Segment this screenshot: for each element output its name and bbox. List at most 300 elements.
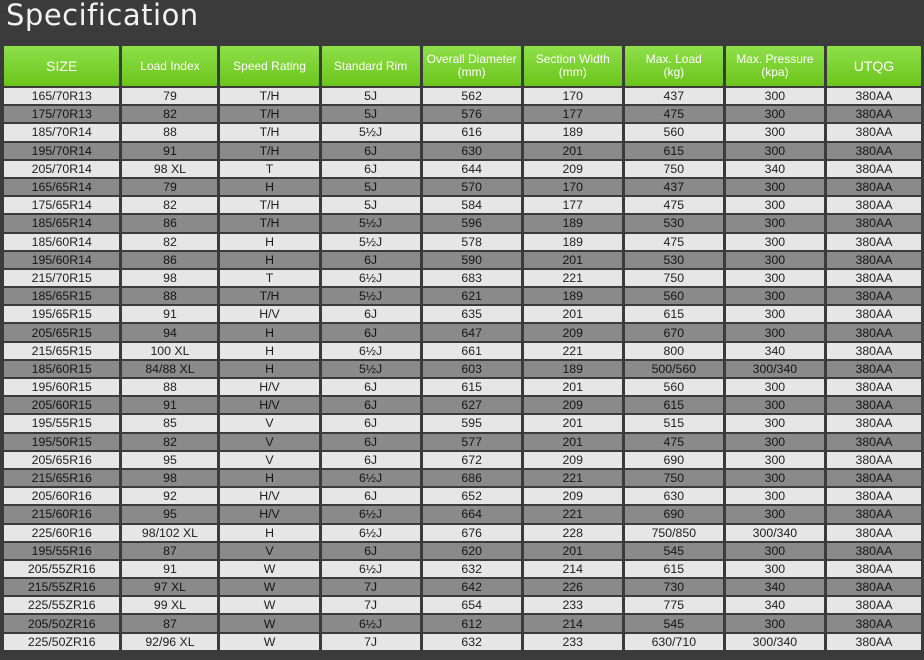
- cell-overall-diameter: 661: [423, 343, 521, 359]
- cell-utqg: 380AA: [827, 379, 921, 395]
- table-row: [4, 288, 921, 304]
- cell-overall-diameter: 603: [423, 361, 521, 377]
- cell-overall-diameter: 576: [423, 106, 521, 122]
- cell-section-width: 201: [524, 143, 622, 159]
- cell-standard-rim: 5½J: [322, 124, 420, 140]
- cell-section-width: 233: [524, 634, 622, 650]
- cell-overall-diameter: 654: [423, 597, 521, 613]
- table-row: [4, 197, 921, 213]
- cell-max-load: 750: [625, 270, 723, 286]
- cell-overall-diameter: 612: [423, 615, 521, 631]
- cell-section-width: 201: [524, 415, 622, 431]
- cell-standard-rim: 6J: [322, 397, 420, 413]
- cell-utqg: 380AA: [827, 324, 921, 340]
- cell-max-load: 750: [625, 161, 723, 177]
- page-title: Specification: [6, 0, 199, 32]
- cell-max-pressure: 300: [726, 215, 824, 231]
- cell-max-load: 615: [625, 306, 723, 322]
- header-section-width: Section Width (mm): [524, 46, 622, 86]
- cell-section-width: 214: [524, 561, 622, 577]
- header-utqg: UTQG: [827, 46, 921, 86]
- cell-speed-rating: T/H: [220, 143, 318, 159]
- cell-utqg: 380AA: [827, 579, 921, 595]
- cell-size: 205/55ZR16: [4, 561, 119, 577]
- cell-load-index: 87: [122, 615, 217, 631]
- cell-load-index: 87: [122, 543, 217, 559]
- cell-standard-rim: 5½J: [322, 288, 420, 304]
- cell-max-load: 750/850: [625, 525, 723, 541]
- cell-size: 205/60R15: [4, 397, 119, 413]
- cell-speed-rating: H/V: [220, 397, 318, 413]
- cell-standard-rim: 5½J: [322, 361, 420, 377]
- cell-size: 195/65R15: [4, 306, 119, 322]
- cell-section-width: 201: [524, 543, 622, 559]
- cell-max-pressure: 300: [726, 324, 824, 340]
- cell-max-load: 530: [625, 252, 723, 268]
- cell-max-pressure: 300: [726, 88, 824, 104]
- cell-speed-rating: H/V: [220, 379, 318, 395]
- cell-speed-rating: H: [220, 525, 318, 541]
- cell-standard-rim: 6½J: [322, 270, 420, 286]
- header-max-load: Max. Load (kg): [625, 46, 723, 86]
- cell-size: 185/65R14: [4, 215, 119, 231]
- cell-standard-rim: 5J: [322, 179, 420, 195]
- cell-section-width: 201: [524, 252, 622, 268]
- cell-section-width: 221: [524, 506, 622, 522]
- cell-max-pressure: 300/340: [726, 634, 824, 650]
- cell-overall-diameter: 676: [423, 525, 521, 541]
- cell-standard-rim: 6J: [322, 434, 420, 450]
- cell-section-width: 189: [524, 288, 622, 304]
- cell-utqg: 380AA: [827, 306, 921, 322]
- cell-load-index: 88: [122, 124, 217, 140]
- cell-utqg: 380AA: [827, 197, 921, 213]
- cell-size: 205/65R15: [4, 324, 119, 340]
- cell-utqg: 380AA: [827, 470, 921, 486]
- specification-table: [1, 44, 924, 652]
- cell-speed-rating: T/H: [220, 88, 318, 104]
- cell-load-index: 82: [122, 234, 217, 250]
- cell-size: 195/55R16: [4, 543, 119, 559]
- cell-section-width: 189: [524, 234, 622, 250]
- cell-load-index: 82: [122, 434, 217, 450]
- cell-max-pressure: 300/340: [726, 525, 824, 541]
- cell-section-width: 170: [524, 88, 622, 104]
- cell-standard-rim: 6J: [322, 324, 420, 340]
- cell-overall-diameter: 595: [423, 415, 521, 431]
- cell-utqg: 380AA: [827, 434, 921, 450]
- cell-speed-rating: H: [220, 343, 318, 359]
- cell-standard-rim: 7J: [322, 579, 420, 595]
- cell-max-load: 545: [625, 615, 723, 631]
- cell-size: 205/60R16: [4, 488, 119, 504]
- cell-section-width: 221: [524, 343, 622, 359]
- cell-size: 225/50ZR16: [4, 634, 119, 650]
- table-header-row: [4, 46, 921, 86]
- cell-max-load: 730: [625, 579, 723, 595]
- cell-speed-rating: T: [220, 270, 318, 286]
- table-row: [4, 597, 921, 613]
- cell-max-load: 615: [625, 397, 723, 413]
- cell-max-load: 630/710: [625, 634, 723, 650]
- cell-section-width: 221: [524, 270, 622, 286]
- cell-overall-diameter: 578: [423, 234, 521, 250]
- cell-max-pressure: 300: [726, 488, 824, 504]
- cell-size: 215/70R15: [4, 270, 119, 286]
- cell-utqg: 380AA: [827, 234, 921, 250]
- cell-standard-rim: 6½J: [322, 525, 420, 541]
- cell-standard-rim: 5J: [322, 106, 420, 122]
- cell-section-width: 221: [524, 470, 622, 486]
- cell-overall-diameter: 562: [423, 88, 521, 104]
- cell-max-load: 500/560: [625, 361, 723, 377]
- cell-load-index: 79: [122, 179, 217, 195]
- cell-utqg: 380AA: [827, 143, 921, 159]
- table-row: [4, 234, 921, 250]
- cell-load-index: 97 XL: [122, 579, 217, 595]
- header-speed-rating: Speed Rating: [220, 46, 318, 86]
- cell-utqg: 380AA: [827, 106, 921, 122]
- cell-speed-rating: T/H: [220, 106, 318, 122]
- cell-utqg: 380AA: [827, 488, 921, 504]
- cell-load-index: 91: [122, 561, 217, 577]
- cell-max-pressure: 340: [726, 161, 824, 177]
- table-row: [4, 506, 921, 522]
- cell-overall-diameter: 664: [423, 506, 521, 522]
- cell-standard-rim: 6½J: [322, 561, 420, 577]
- table-row: [4, 361, 921, 377]
- cell-max-pressure: 300: [726, 434, 824, 450]
- table-row: [4, 488, 921, 504]
- cell-max-load: 560: [625, 379, 723, 395]
- cell-load-index: 98: [122, 470, 217, 486]
- cell-max-load: 437: [625, 88, 723, 104]
- cell-speed-rating: V: [220, 434, 318, 450]
- header-standard-rim: Standard Rim: [322, 46, 420, 86]
- cell-size: 195/70R14: [4, 143, 119, 159]
- cell-size: 215/65R15: [4, 343, 119, 359]
- cell-max-load: 437: [625, 179, 723, 195]
- cell-speed-rating: W: [220, 634, 318, 650]
- cell-load-index: 94: [122, 324, 217, 340]
- cell-size: 205/70R14: [4, 161, 119, 177]
- cell-standard-rim: 6½J: [322, 615, 420, 631]
- cell-speed-rating: H: [220, 179, 318, 195]
- cell-load-index: 86: [122, 252, 217, 268]
- cell-size: 215/65R16: [4, 470, 119, 486]
- cell-max-pressure: 300: [726, 379, 824, 395]
- table-row: [4, 88, 921, 104]
- cell-max-load: 560: [625, 288, 723, 304]
- cell-size: 185/65R15: [4, 288, 119, 304]
- cell-size: 195/55R15: [4, 415, 119, 431]
- table-row: [4, 525, 921, 541]
- cell-speed-rating: H/V: [220, 488, 318, 504]
- cell-max-pressure: 300: [726, 106, 824, 122]
- cell-section-width: 209: [524, 488, 622, 504]
- header-overall-diameter: Overall Diameter (mm): [423, 46, 521, 86]
- cell-utqg: 380AA: [827, 124, 921, 140]
- cell-size: 205/65R16: [4, 452, 119, 468]
- cell-max-load: 775: [625, 597, 723, 613]
- cell-overall-diameter: 584: [423, 197, 521, 213]
- cell-speed-rating: W: [220, 615, 318, 631]
- cell-speed-rating: T/H: [220, 288, 318, 304]
- table-row: [4, 397, 921, 413]
- cell-standard-rim: 6J: [322, 488, 420, 504]
- cell-speed-rating: W: [220, 561, 318, 577]
- table-row: [4, 215, 921, 231]
- cell-overall-diameter: 642: [423, 579, 521, 595]
- cell-standard-rim: 6½J: [322, 343, 420, 359]
- cell-load-index: 88: [122, 288, 217, 304]
- cell-utqg: 380AA: [827, 161, 921, 177]
- cell-max-load: 545: [625, 543, 723, 559]
- cell-load-index: 95: [122, 452, 217, 468]
- cell-standard-rim: 5½J: [322, 234, 420, 250]
- cell-section-width: 201: [524, 306, 622, 322]
- cell-utqg: 380AA: [827, 215, 921, 231]
- table-row: [4, 615, 921, 631]
- table-row: [4, 143, 921, 159]
- cell-size: 215/60R16: [4, 506, 119, 522]
- table-row: [4, 106, 921, 122]
- cell-max-pressure: 300: [726, 124, 824, 140]
- cell-size: 165/70R13: [4, 88, 119, 104]
- cell-max-load: 750: [625, 470, 723, 486]
- cell-size: 215/55ZR16: [4, 579, 119, 595]
- cell-load-index: 86: [122, 215, 217, 231]
- cell-section-width: 233: [524, 597, 622, 613]
- cell-speed-rating: H: [220, 470, 318, 486]
- cell-section-width: 170: [524, 179, 622, 195]
- cell-load-index: 85: [122, 415, 217, 431]
- table-row: [4, 270, 921, 286]
- cell-utqg: 380AA: [827, 415, 921, 431]
- cell-max-pressure: 300: [726, 415, 824, 431]
- table-row: [4, 324, 921, 340]
- cell-standard-rim: 7J: [322, 597, 420, 613]
- cell-max-pressure: 300: [726, 470, 824, 486]
- table-row: [4, 306, 921, 322]
- cell-section-width: 189: [524, 215, 622, 231]
- cell-standard-rim: 6J: [322, 143, 420, 159]
- cell-size: 195/60R14: [4, 252, 119, 268]
- cell-utqg: 380AA: [827, 452, 921, 468]
- cell-utqg: 380AA: [827, 634, 921, 650]
- table-row: [4, 343, 921, 359]
- cell-max-pressure: 300: [726, 143, 824, 159]
- cell-max-pressure: 300: [726, 615, 824, 631]
- table-row: [4, 124, 921, 140]
- cell-overall-diameter: 616: [423, 124, 521, 140]
- cell-standard-rim: 6J: [322, 161, 420, 177]
- cell-load-index: 91: [122, 397, 217, 413]
- cell-speed-rating: V: [220, 415, 318, 431]
- cell-max-pressure: 300: [726, 452, 824, 468]
- table-row: [4, 434, 921, 450]
- cell-load-index: 98: [122, 270, 217, 286]
- header-load-index: Load Index: [122, 46, 217, 86]
- cell-max-pressure: 300: [726, 234, 824, 250]
- table-row: [4, 452, 921, 468]
- cell-max-pressure: 340: [726, 343, 824, 359]
- cell-max-pressure: 300/340: [726, 361, 824, 377]
- cell-speed-rating: H: [220, 324, 318, 340]
- cell-utqg: 380AA: [827, 343, 921, 359]
- cell-standard-rim: 6½J: [322, 470, 420, 486]
- cell-standard-rim: 7J: [322, 634, 420, 650]
- cell-size: 225/55ZR16: [4, 597, 119, 613]
- cell-max-pressure: 300: [726, 543, 824, 559]
- cell-speed-rating: V: [220, 543, 318, 559]
- cell-standard-rim: 5½J: [322, 215, 420, 231]
- cell-load-index: 91: [122, 306, 217, 322]
- cell-max-load: 515: [625, 415, 723, 431]
- cell-standard-rim: 6J: [322, 452, 420, 468]
- cell-max-pressure: 300: [726, 306, 824, 322]
- table-row: [4, 252, 921, 268]
- cell-section-width: 189: [524, 361, 622, 377]
- cell-max-load: 475: [625, 106, 723, 122]
- cell-max-load: 800: [625, 343, 723, 359]
- cell-size: 165/65R14: [4, 179, 119, 195]
- cell-overall-diameter: 570: [423, 179, 521, 195]
- cell-max-pressure: 340: [726, 597, 824, 613]
- cell-load-index: 100 XL: [122, 343, 217, 359]
- cell-speed-rating: H: [220, 234, 318, 250]
- cell-speed-rating: T/H: [220, 197, 318, 213]
- cell-standard-rim: 5J: [322, 197, 420, 213]
- cell-size: 205/50ZR16: [4, 615, 119, 631]
- cell-standard-rim: 6J: [322, 415, 420, 431]
- cell-overall-diameter: 577: [423, 434, 521, 450]
- cell-max-load: 615: [625, 143, 723, 159]
- cell-overall-diameter: 686: [423, 470, 521, 486]
- cell-section-width: 177: [524, 197, 622, 213]
- cell-max-load: 475: [625, 234, 723, 250]
- cell-max-load: 630: [625, 488, 723, 504]
- cell-standard-rim: 6J: [322, 543, 420, 559]
- cell-speed-rating: T/H: [220, 124, 318, 140]
- cell-max-load: 530: [625, 215, 723, 231]
- cell-max-pressure: 300: [726, 288, 824, 304]
- cell-utqg: 380AA: [827, 288, 921, 304]
- cell-load-index: 82: [122, 106, 217, 122]
- cell-overall-diameter: 596: [423, 215, 521, 231]
- cell-max-pressure: 340: [726, 579, 824, 595]
- table-row: [4, 634, 921, 650]
- cell-max-load: 670: [625, 324, 723, 340]
- cell-utqg: 380AA: [827, 361, 921, 377]
- cell-speed-rating: T: [220, 161, 318, 177]
- cell-section-width: 209: [524, 452, 622, 468]
- cell-overall-diameter: 635: [423, 306, 521, 322]
- cell-overall-diameter: 672: [423, 452, 521, 468]
- cell-utqg: 380AA: [827, 615, 921, 631]
- cell-overall-diameter: 647: [423, 324, 521, 340]
- cell-standard-rim: 6J: [322, 252, 420, 268]
- cell-overall-diameter: 632: [423, 561, 521, 577]
- cell-standard-rim: 6½J: [322, 506, 420, 522]
- cell-max-pressure: 300: [726, 561, 824, 577]
- cell-utqg: 380AA: [827, 397, 921, 413]
- cell-section-width: 226: [524, 579, 622, 595]
- cell-overall-diameter: 632: [423, 634, 521, 650]
- cell-section-width: 201: [524, 379, 622, 395]
- header-max-pressure: Max. Pressure (kpa): [726, 46, 824, 86]
- cell-overall-diameter: 615: [423, 379, 521, 395]
- cell-speed-rating: H: [220, 361, 318, 377]
- cell-max-load: 690: [625, 506, 723, 522]
- cell-speed-rating: T/H: [220, 215, 318, 231]
- cell-utqg: 380AA: [827, 88, 921, 104]
- cell-section-width: 189: [524, 124, 622, 140]
- cell-utqg: 380AA: [827, 252, 921, 268]
- cell-max-load: 560: [625, 124, 723, 140]
- cell-size: 185/60R15: [4, 361, 119, 377]
- cell-speed-rating: H: [220, 252, 318, 268]
- cell-speed-rating: H/V: [220, 306, 318, 322]
- cell-speed-rating: V: [220, 452, 318, 468]
- cell-standard-rim: 6J: [322, 379, 420, 395]
- cell-utqg: 380AA: [827, 561, 921, 577]
- cell-utqg: 380AA: [827, 543, 921, 559]
- cell-load-index: 84/88 XL: [122, 361, 217, 377]
- cell-max-load: 690: [625, 452, 723, 468]
- cell-utqg: 380AA: [827, 179, 921, 195]
- cell-max-pressure: 300: [726, 197, 824, 213]
- cell-speed-rating: H/V: [220, 506, 318, 522]
- cell-overall-diameter: 590: [423, 252, 521, 268]
- cell-load-index: 99 XL: [122, 597, 217, 613]
- cell-standard-rim: 6J: [322, 306, 420, 322]
- cell-overall-diameter: 683: [423, 270, 521, 286]
- cell-utqg: 380AA: [827, 597, 921, 613]
- table-row: [4, 470, 921, 486]
- cell-size: 175/65R14: [4, 197, 119, 213]
- table-row: [4, 543, 921, 559]
- cell-size: 185/60R14: [4, 234, 119, 250]
- cell-load-index: 88: [122, 379, 217, 395]
- cell-size: 195/50R15: [4, 434, 119, 450]
- cell-overall-diameter: 627: [423, 397, 521, 413]
- cell-max-load: 475: [625, 434, 723, 450]
- cell-section-width: 177: [524, 106, 622, 122]
- table-row: [4, 379, 921, 395]
- cell-load-index: 92/96 XL: [122, 634, 217, 650]
- table-row: [4, 179, 921, 195]
- table-body: [4, 88, 921, 650]
- cell-size: 195/60R15: [4, 379, 119, 395]
- cell-section-width: 209: [524, 397, 622, 413]
- cell-max-pressure: 300: [726, 506, 824, 522]
- table-row: [4, 161, 921, 177]
- cell-utqg: 380AA: [827, 270, 921, 286]
- cell-overall-diameter: 620: [423, 543, 521, 559]
- table-row: [4, 579, 921, 595]
- cell-speed-rating: W: [220, 597, 318, 613]
- cell-size: 175/70R13: [4, 106, 119, 122]
- cell-load-index: 98/102 XL: [122, 525, 217, 541]
- cell-load-index: 92: [122, 488, 217, 504]
- cell-overall-diameter: 652: [423, 488, 521, 504]
- table-row: [4, 561, 921, 577]
- cell-load-index: 82: [122, 197, 217, 213]
- cell-load-index: 98 XL: [122, 161, 217, 177]
- cell-max-load: 475: [625, 197, 723, 213]
- cell-max-pressure: 300: [726, 179, 824, 195]
